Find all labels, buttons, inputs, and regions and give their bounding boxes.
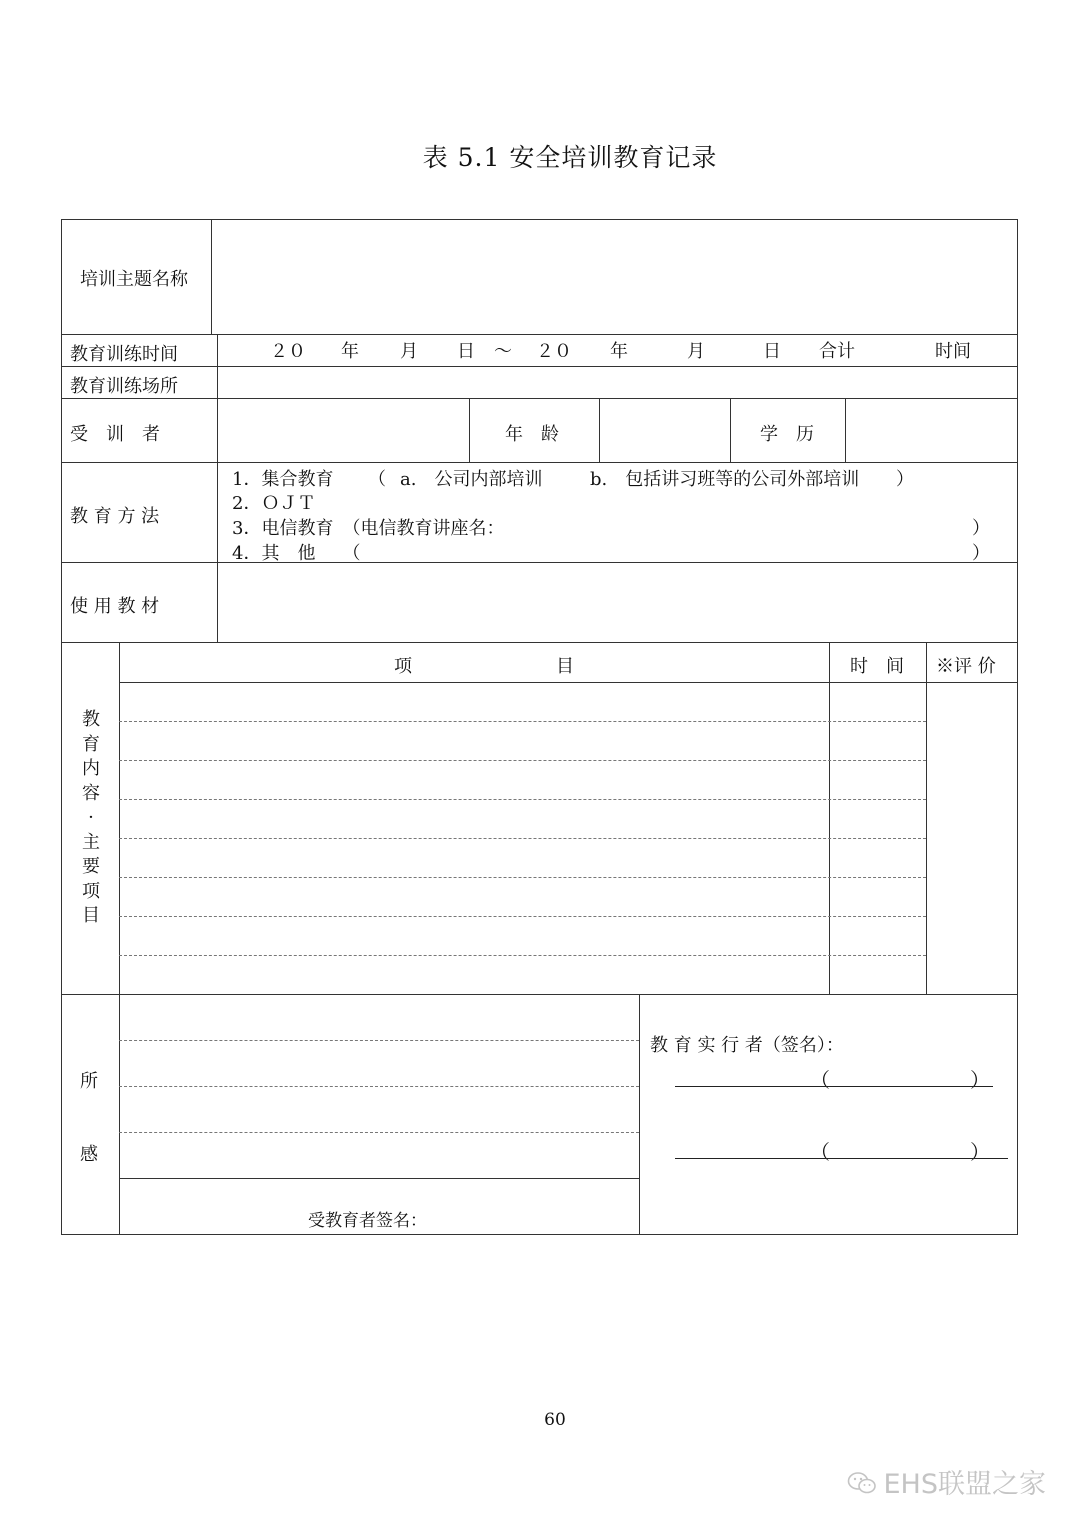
impression-label-1: 所 <box>80 1071 98 1092</box>
time-year-2: ２０ <box>536 341 572 362</box>
impression-input[interactable] <box>121 996 638 1177</box>
time-yue-1: 月 <box>400 341 418 362</box>
content-item-row[interactable] <box>121 840 827 876</box>
method-option-1[interactable]: 1．集合教育 <box>232 469 334 490</box>
content-item-header: 项 目 <box>394 656 574 677</box>
content-eval-column[interactable] <box>928 684 1016 993</box>
sig1-paren-close: ） <box>970 1068 990 1092</box>
trainee-name-input[interactable] <box>219 400 468 461</box>
content-side-label: 教育内容·主要项目 <box>82 709 100 926</box>
age-input[interactable] <box>601 400 729 461</box>
time-nian-1: 年 <box>341 341 359 362</box>
content-eval-header: ※评 价 <box>936 656 996 677</box>
time-ri-1: 日 <box>457 341 475 362</box>
education-label: 学 历 <box>760 424 814 445</box>
sig2-underline <box>675 1158 1008 1159</box>
content-item-row[interactable] <box>121 684 827 720</box>
content-item-row[interactable] <box>121 762 827 798</box>
content-time-header: 时 间 <box>850 656 904 677</box>
page-title: 表 5.1 安全培训教育记录 <box>422 143 718 172</box>
method-option-1-paren-close: ） <box>896 469 914 490</box>
place-input[interactable] <box>219 368 1016 397</box>
watermark <box>847 1462 1046 1501</box>
instructor-signature-label: 教 育 实 行 者（签名）： <box>650 1035 844 1056</box>
time-hours-label: 时间 <box>935 341 971 362</box>
method-option-1-paren-open: （ <box>368 469 386 490</box>
content-time-column[interactable] <box>831 684 925 993</box>
time-label: 教育训练时间 <box>70 344 178 365</box>
sig1-paren-open: （ <box>810 1068 830 1092</box>
sig2-paren-close: ） <box>970 1140 990 1164</box>
time-total-label: 合计 <box>819 341 855 362</box>
content-item-row[interactable] <box>121 879 827 915</box>
sig2-paren-open: （ <box>810 1140 830 1164</box>
method-option-2[interactable]: 2．ＯＪＴ <box>232 493 316 514</box>
impression-label-2: 感 <box>80 1144 98 1165</box>
method-label: 教 育 方 法 <box>70 506 160 527</box>
material-input[interactable] <box>219 564 1016 641</box>
topic-label: 培训主题名称 <box>80 269 188 290</box>
time-nian-2: 年 <box>610 341 628 362</box>
topic-input[interactable] <box>213 221 1016 333</box>
trainee-label: 受 训 者 <box>70 424 160 445</box>
material-label: 使 用 教 材 <box>70 596 160 617</box>
sig1-underline <box>675 1086 993 1087</box>
method-option-1b[interactable]: b. 包括讲习班等的公司外部培训 <box>590 469 860 490</box>
watermark-text: EHS联盟之家 <box>883 1469 1046 1500</box>
content-item-row[interactable] <box>121 957 827 993</box>
method-option-3[interactable]: 3．电信教育 （电信教育讲座名： <box>232 518 505 539</box>
place-label: 教育训练场所 <box>70 376 178 397</box>
time-year-1: ２０ <box>270 341 306 362</box>
method-option-4[interactable]: 4．其 他 （ <box>232 543 361 564</box>
time-tilde: ～ <box>494 341 512 362</box>
method-option-4-paren-close: ） <box>972 543 990 564</box>
time-yue-2: 月 <box>687 341 705 362</box>
wechat-icon <box>847 1471 877 1495</box>
content-item-row[interactable] <box>121 801 827 837</box>
education-input[interactable] <box>847 400 1016 461</box>
page-number: 60 <box>544 1410 566 1430</box>
age-label: 年 龄 <box>505 424 559 445</box>
trainee-signature-label: 受教育者签名： <box>308 1211 427 1231</box>
method-option-1a[interactable]: a. 公司内部培训 <box>400 469 543 490</box>
content-item-row[interactable] <box>121 918 827 954</box>
time-ri-2: 日 <box>763 341 781 362</box>
content-item-row[interactable] <box>121 723 827 759</box>
method-option-3-paren-close: ） <box>972 518 990 539</box>
